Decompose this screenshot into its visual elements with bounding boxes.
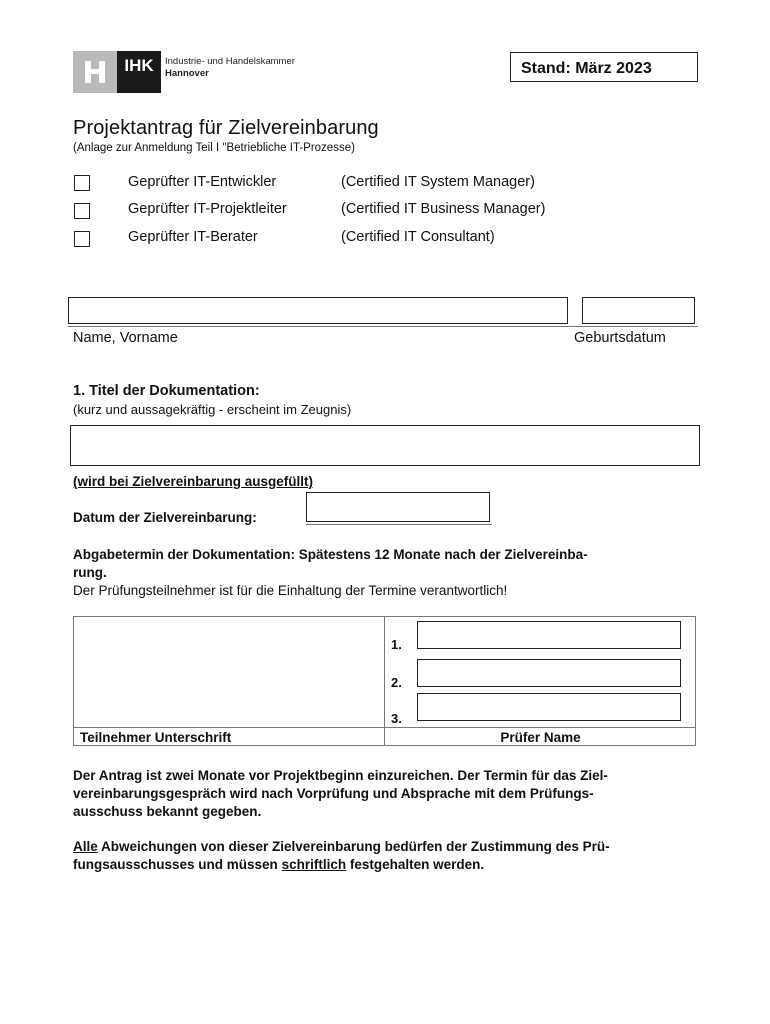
page-title: Projektantrag für Zielvereinbarung — [73, 117, 379, 139]
word-alle: Alle — [73, 839, 98, 854]
checkbox-it-berater[interactable] — [74, 231, 90, 247]
organization-name — [165, 56, 295, 80]
birthdate-field[interactable] — [582, 297, 695, 324]
name-label: Name, Vorname — [73, 330, 178, 346]
notice-2-line-2 — [73, 856, 698, 874]
notice-2-line-1 — [73, 838, 698, 856]
table-footer-line — [73, 727, 696, 728]
agreement-note-text: (wird bei Zielvereinbarung ausgefüllt) — [73, 474, 314, 489]
examiner-number: 2. — [391, 675, 402, 690]
org-line-2: Hannover — [165, 68, 209, 79]
notice-submission — [73, 767, 698, 821]
option-label-en: (Certified IT Consultant) — [341, 229, 495, 245]
signature-label: Teilnehmer Unterschrift — [80, 730, 232, 745]
signature-area[interactable] — [73, 616, 384, 727]
examiner-2-field[interactable] — [417, 659, 681, 687]
examiner-number: 1. — [391, 637, 402, 652]
checkbox-it-projektleiter[interactable] — [74, 203, 90, 219]
option-label-en: (Certified IT Business Manager) — [341, 201, 546, 217]
examiner-3-field[interactable] — [417, 693, 681, 721]
ihk-logo-mark: IHK — [117, 51, 161, 93]
examiner-1-field[interactable] — [417, 621, 681, 649]
notice-deviations — [73, 838, 698, 874]
stand-date-box: Stand: März 2023 — [510, 52, 698, 82]
section-1-heading: 1. Titel der Dokumentation: — [73, 383, 260, 399]
word-schriftlich: schriftlich — [281, 857, 347, 872]
agreement-date-label: Datum der Zielvereinbarung: — [73, 510, 257, 525]
notice-2-line-2-end: festgehalten werden. — [346, 857, 485, 872]
name-field[interactable] — [68, 297, 568, 324]
documentation-title-field[interactable] — [70, 425, 700, 466]
deadline-line-1: Abgabetermin der Dokumentation: Spätestens 12 Monate nach der Zielvereinba- — [73, 547, 588, 562]
examiner-name-label: Prüfer Name — [500, 730, 581, 745]
notice-2-line-2-start: fungsausschusses und müssen — [73, 857, 282, 872]
agreement-note — [73, 474, 313, 489]
deadline-line-2: rung. — [73, 565, 107, 580]
agreement-date-field[interactable] — [306, 492, 490, 522]
org-line-1: Industrie- und Handelskammer — [165, 56, 295, 67]
notice-1-line-3: ausschuss bekannt gegeben. — [73, 804, 262, 819]
name-underline — [68, 326, 698, 327]
option-label-de: Geprüfter IT-Projektleiter — [128, 201, 287, 217]
option-label-de: Geprüfter IT-Berater — [128, 229, 258, 245]
option-label-de: Geprüfter IT-Entwickler — [128, 174, 277, 190]
deadline-line-3: Der Prüfungsteilnehmer ist für die Einhaltung der Termine verantwortlich! — [73, 583, 508, 598]
h-logo-icon — [73, 51, 117, 93]
examiner-number: 3. — [391, 711, 402, 726]
birthdate-label: Geburtsdatum — [574, 330, 666, 346]
option-label-en: (Certified IT System Manager) — [341, 174, 535, 190]
date-underline — [306, 524, 492, 525]
notice-1-line-2: vereinbarungsgespräch wird nach Vorprüfung und Absprache mit dem Prüfungs- — [73, 786, 594, 801]
page-subtitle: (Anlage zur Anmeldung Teil I "Betriebliche IT-Prozesse) — [73, 142, 355, 154]
notice-1-line-1: Der Antrag ist zwei Monate vor Projektbeginn einzureichen. Der Termin für das Ziel- — [73, 768, 608, 783]
section-1-hint: (kurz und aussagekräftig - erscheint im Zeugnis) — [73, 402, 352, 417]
deadline-paragraph — [73, 546, 698, 600]
ihk-logo — [73, 51, 313, 93]
notice-2-line-1-rest: Abweichungen von dieser Zielvereinbarung bedürfen der Zustimmung des Prü- — [97, 839, 610, 854]
checkbox-it-entwickler[interactable] — [74, 175, 90, 191]
